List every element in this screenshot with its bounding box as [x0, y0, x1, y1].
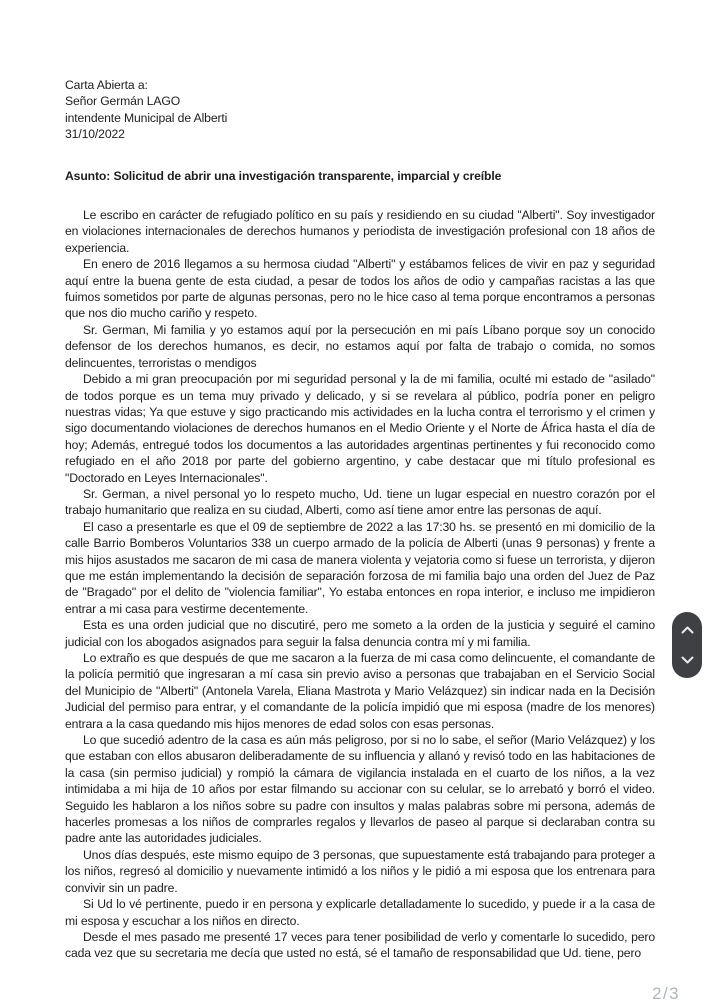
letter-paragraph: En enero de 2016 llegamos a su hermosa ciudad "Alberti" y estábamos felices de vivir en paz y seguridad aquí entre la buena gente de esta ciudad, a pesar de todos los años de odio y campañas racistas a las que fuimos sometidos por parte de algunas personas, pero no le hice caso al tema porque encontramos a personas que nos dio mucho cariño y respeto. — [65, 257, 655, 321]
letter-header-line: Carta Abierta a: — [65, 78, 148, 92]
letter-paragraph: Sr. German, Mi familia y yo estamos aquí por la persecución en mi país Líbano porque soy un conocido defensor de los derechos humanos, es decir, no estamos aquí por falta de trabajo o comida, no somos delincuentes, terroristas o mendigos — [65, 322, 655, 370]
page-number-indicator: 2/3 — [652, 984, 681, 1000]
letter-paragraph: Lo extraño es que después de que me sacaron a la fuerza de mi casa como delincuente, el comandante de la policía permitió que ingresaran a mí casa sin previo aviso a personas que trabajaban en el Servicio Social del Municipio de "Alberti" (Antonela Varela, Eliana Mastrota y Mario Velázquez) sin indicar nada en la Decisión Judicial del permiso para entrar, y el comandante de la policía impidió que mi esposa (madre de los menores) entrara a la casa quedando mis hijos menores de edad solos con esas personas. — [65, 651, 655, 731]
letter-paragraph: El caso a presentarle es que el 09 de septiembre de 2022 a las 17:30 hs. se presentó en mi domicilio de la calle Barrio Bomberos Voluntarios 338 un cuerpo armado de la policía de Alberti (unas 9 personas) y frente a mis hijos asustados me sacaron de mi casa de manera violenta y vejatoria como si fuese un terrorista, y dijeron que me están implementando la decisión de separación forzosa de mi familia bajo una orden del Juez de Paz de "Bragado" por el delito de "violencia familiar", Yo estaba entonces en ropa interior, e incluso me impidieron entrar a mi casa para vestirme decentemente. — [65, 519, 655, 616]
page-scroll-control — [672, 612, 702, 678]
letter-paragraph: Si Ud lo vé pertinente, puedo ir en persona y explicarle detalladamente lo sucedido, y puede ir a la casa de mi esposa y escuchar a los niños en directo. — [65, 897, 655, 928]
letter-paragraph: Sr. German, a nivel personal yo lo respeto mucho, Ud. tiene un lugar especial en nuestro corazón por el trabajo humanitario que realiza en su ciudad, Alberti, como así tiene amor entre las personas de aquí. — [65, 486, 655, 518]
letter-paragraph: Unos días después, este mismo equipo de 3 personas, que supuestamente está trabajando para proteger a los niños, regresó al domicilio y nuevamente intimidó a los niños y le pidió a mi esposa que los entrenara para convivir sin un padre. — [65, 847, 655, 895]
letter-page — [65, 0, 655, 962]
letter-header-line: Señor Germán LAGO — [65, 94, 181, 109]
chevron-down-icon — [681, 656, 694, 664]
letter-date: 31/10/2022 — [65, 127, 125, 142]
chevron-up-icon — [681, 626, 694, 634]
letter-paragraph: Desde el mes pasado me presenté 17 veces para tener posibilidad de verlo y comentarle lo sucedido, pero cada vez que su secretaria me decía que usted no está, sé el tamaño de responsabilidad que Ud. tiene, pero — [65, 929, 655, 961]
letter-paragraph: Esta es una orden judicial que no discutiré, pero me someto a la orden de la justicia y seguiré el camino judicial con los abogados asignados para seguir la falsa denuncia contra mí y mi familia. — [65, 618, 655, 649]
scroll-down-button[interactable] — [672, 647, 702, 673]
letter-paragraph: Lo que sucedió adentro de la casa es aún más peligroso, por si no lo sabe, el señor (Mario Velázquez) y los que estaban con ellos abusaron deliberadamente de su influencia y allanó y revisó todo en las habitaciones de la casa (sin permiso judicial) y rompió la cámara de vigilancia instalada en el cuarto de los niños, a la vez intimidaba a mi hija de 10 años por estar filmando su accionar con su celular, se lo arrebató y borró el video. Seguido les hablaron a los niños sobre su padre con insultos y malas palabras sobre mi persona, además de hacerles promesas a los niños de comprarles regalos y llevarlos de paseo al parque si declaraban contra su padre ante las autoridades judiciales. — [65, 733, 655, 846]
letter-subject: Asunto: Solicitud de abrir una investigación transparente, imparcial y creíble — [65, 168, 502, 183]
letter-paragraph: Debido a mi gran preocupación por mi seguridad personal y la de mi familia, oculté mi estado de "asilado" de todos porque es un tema muy privado y delicado, y si se revelara al público, podría poner en peligro nuestras vidas; Ya que estuve y sigo practicando mis actividades en la lucha contra el terrorismo y el crimen y sigo documentando violaciones de derechos humanos en el Medio Oriente y el Norte de África hasta el día de hoy; Además, entregué todos los documentos a las autoridades argentinas pertinentes y fui reconocido como refugiado en el año 2018 por parte del gobierno argentino, y cabe destacar que mi título profesional es "Doctorado en Leyes Internacionales". — [65, 372, 655, 485]
letter-paragraph: Le escribo en carácter de refugiado político en su país y residiendo en su ciudad "Alberti". Soy investigador en violaciones internacionales de derechos humanos y periodista de investigación profesional con 18 años de experiencia. — [65, 208, 655, 255]
letter-header — [65, 77, 655, 143]
letter-body — [65, 207, 655, 962]
letter-header-line: intendente Municipal de Alberti — [65, 110, 228, 125]
scroll-up-button[interactable] — [672, 617, 702, 643]
